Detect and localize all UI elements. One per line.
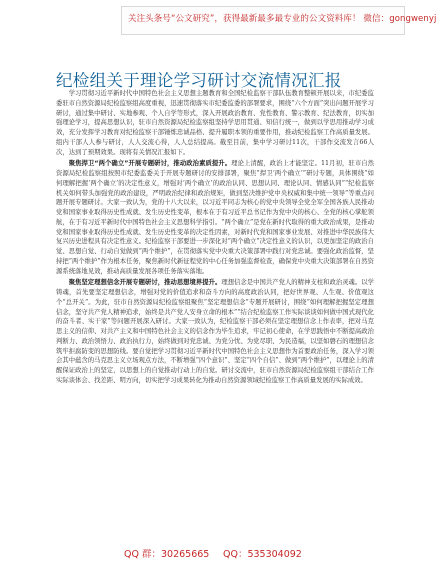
document-body xyxy=(56,89,374,541)
paragraph-lead: 聚焦捍卫“两个确立”开展专题研讨，推动政治素质提升。 xyxy=(68,160,232,168)
footer-qq-group: QQ 群：30265665 xyxy=(124,549,210,560)
top-banner xyxy=(0,0,436,38)
paragraph-intro xyxy=(56,89,374,157)
paragraph-text: 学习贯彻习近平新时代中国特色社会主义思想主题教育和全国纪检监察干部队伍教育整顿开展以来，市纪委监委驻市自然资源局纪检监察组高度重视，迅速贯彻落实市纪委监委的部署要求，围绕“六个方面”突出问题开展学习研讨，通过集中研讨、实地参观、个人自学等形式，深入开展政治教育、党性教育、警示教育、纪法教育，切实加强理论学习，提高思想认识，驻市自然资源局纪检监察组坚持学思用贯通、知信行统一，做到以学思用推动学习成效，充分发挥学习教育对纪检监察干部锤炼忠诚品格、提升履职本领的重要作用，推动纪检监察工作高质量发展。组内干部人人参与研讨，人人交流心得，人人总结提高。截至目前，集中学习研讨11次，干部作交流发言66人次，达到了预期效果。现将有关情况汇报如下。 xyxy=(56,90,374,156)
paragraph-lead: 聚焦坚定理想信念开展专题研讨，推动思想境界提升。 xyxy=(68,279,222,287)
paragraph-text: 理论上清醒，政治上才能坚定。11月初，驻市自然资源局纪检监察组按照市纪委监委关于开展专题研讨的安排部署，聚焦“捍卫‘两个确立’”研讨专题，具体围绕“如何理解把握‘两个确立’的决定性意义，增强对‘两个确立’的政治认同、思想认同、理论认同、情感认同”“纪检监察机关如何带头加强党的政治建设，严明政治纪律和政治规矩，做到坚决维护党中央权威和集中统一领导”等重点问题开展专题研讨。大家一致认为，党的十八大以来，以习近平同志为核心的党中央领导全党全军全国各族人民推动党和国家事业取得历史性成就、发生历史性变革，根本在于有习近平总书记作为党中央的核心、全党的核心掌舵领航，在于有习近平新时代中国特色社会主义思想科学指引。“两个确立”是党在新时代取得的重大政治成果，是推动党和国家事业取得历史性成就、发生历史性变革的决定性因素，对新时代党和国家事业发展、对推进中华民族伟大复兴历史进程具有决定性意义。纪检监察干部要进一步深化对“两个确立”决定性意义的认识，以更加坚定的政治自觉、思想自觉、行动自觉做到“两个维护”，在贯彻落实党中央重大决策部署中践行对党忠诚。要强化政治监督，坚持把“两个维护”作为根本任务，聚焦新时代新征程党的中心任务加强监督检查，确保党中央重大决策部署在自然资源系统落地见效，推动高质量发展各项任务落实落地。 xyxy=(56,160,374,275)
paragraph-text: 理想信念是中国共产党人的精神支柱和政治灵魂。以学铸魂，首先要坚定理想信念，增强对党的价值追求和奋斗方向的高度政治认同，把好世界观、人生观、价值观这个“总开关”。为此，驻市自然资源局纪检监察组聚焦“坚定理想信念”专题开展研讨，围绕“如何理解把握坚定理想信念，坚守共产党人精神追求，始终是共产党人安身立命的根本”“结合纪检监察工作实际谈谈如何做中国式现代化的奋斗者、实干家”等问题开展深入研讨。大家一致认为，纪检监察干部必须在坚定理想信念上作表率，把对马克思主义的信仰、对共产主义和中国特色社会主义的信念作为毕生追求，牢记初心使命，在学思践悟中不断提高政治判断力、政治领悟力、政治执行力，始终做到对党忠诚、为党分忧、为党尽职、为民造福，以坚如磐石的理想信念筑牢拒腐防变的思想防线。要自觉把学习贯彻习近平新时代中国特色社会主义思想作为首要政治任务，深入学习领会其中蕴含的马克思主义立场观点方法，不断增强“四个意识”、坚定“四个自信”、做到“两个维护”，以理论上的清醒保证政治上的坚定，以思想上的自觉推动行动上的自觉。研讨交流中，驻市自然资源局纪检监察组干部结合工作实际谈体会、找差距、明方向，切实把学习成果转化为推动自然资源领域纪检监察工作高质量发展的实际成效。 xyxy=(56,279,374,384)
page-footer xyxy=(0,546,408,562)
document-title: 纪检组关于理论学习研讨交流情况汇报 xyxy=(56,71,342,90)
paragraph-section-2 xyxy=(56,278,374,385)
footer-qq-contact: QQ：535304092 xyxy=(223,549,302,560)
promo-banner-text: 关注头条号“公文研究”，获得最新最多最专业的公文资料库！ 微信：gongwenyj xyxy=(128,14,436,24)
paragraph-section-1 xyxy=(56,159,374,276)
promo-banner[interactable] xyxy=(121,6,436,35)
